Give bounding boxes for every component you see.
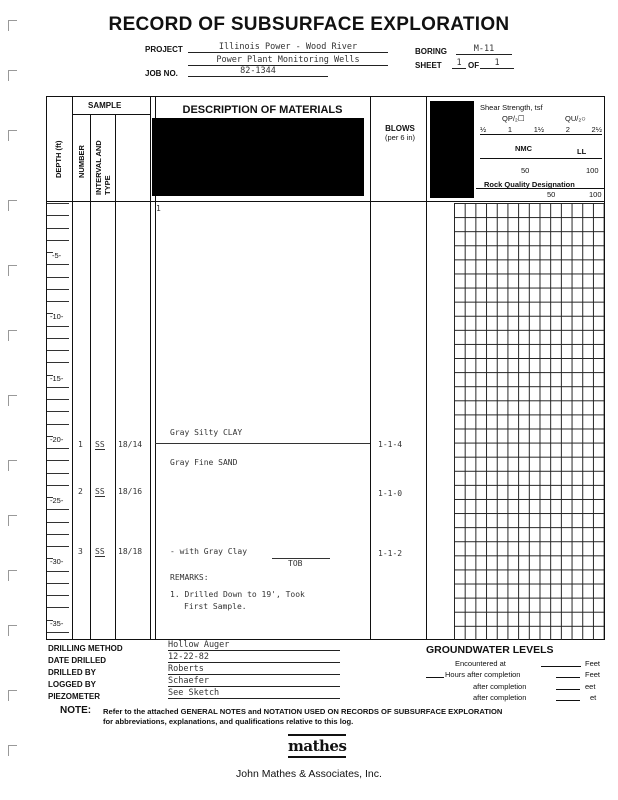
- depth-tick: [47, 338, 69, 339]
- depth-tick: [47, 448, 69, 449]
- depth-tick: [47, 607, 69, 608]
- gw-blank: [556, 677, 580, 678]
- col-divider: [90, 114, 91, 640]
- col-divider: [370, 96, 371, 640]
- depth-tick: [47, 215, 69, 216]
- depth-tick: [47, 595, 69, 596]
- depth-tick: [47, 571, 69, 572]
- sample-type: SS: [95, 440, 105, 449]
- depth-label-10: -10-: [50, 312, 64, 321]
- depth-tick: [47, 424, 69, 425]
- depth-tick: [47, 350, 69, 351]
- depth-label-15: -15-: [50, 374, 64, 383]
- shear-tick: 1: [507, 125, 513, 134]
- date-drilled-label: DATE DRILLED: [48, 656, 107, 665]
- gw-blank: [556, 689, 580, 690]
- shear-tick: 2½: [591, 125, 602, 134]
- drilled-by-value: Roberts: [168, 664, 340, 675]
- rqd-tick: 100: [589, 190, 602, 199]
- depth-tick: [47, 546, 69, 547]
- sample-recovery: 18/14: [118, 440, 143, 449]
- gw-feet: et: [590, 693, 597, 702]
- sample-header: SAMPLE: [88, 101, 122, 110]
- project-line1: Illinois Power - Wood River: [188, 42, 388, 53]
- note-label: NOTE:: [60, 705, 92, 716]
- gw-feet: Feet: [585, 670, 601, 679]
- gw-feet: eet: [585, 682, 596, 691]
- company-logo: mathes: [288, 734, 346, 758]
- col-divider: [426, 96, 427, 640]
- gw-encountered-label: Encountered at: [455, 659, 506, 668]
- gw-blank: [541, 666, 581, 667]
- job-number: 82-1344: [188, 66, 328, 77]
- project-label: PROJECT: [145, 45, 183, 54]
- job-label: JOB NO.: [145, 69, 178, 78]
- piezometer-label: PIEZOMETER: [48, 692, 101, 701]
- gw-after-label: after completion: [473, 682, 527, 691]
- sample-blows: 1-1-2: [378, 549, 403, 558]
- nmc-tick: 50: [521, 166, 530, 175]
- sample-recovery: 18/18: [118, 547, 143, 556]
- depth-label-25: -25-: [50, 496, 64, 505]
- drilling-method-value: Hollow Auger: [168, 640, 340, 651]
- date-drilled-value: 12-22-82: [168, 652, 340, 663]
- gw-feet: Feet: [585, 659, 601, 668]
- gw-blank: [426, 677, 444, 678]
- depth-tick: [47, 289, 69, 290]
- depth-tick: [47, 583, 69, 584]
- depth-tick: [47, 362, 69, 363]
- depth-tick: [47, 399, 69, 400]
- depth-tick: [47, 387, 69, 388]
- blows-subheader: (per 6 in): [384, 133, 415, 142]
- sample-type: SS: [95, 547, 105, 556]
- depth-tick: [47, 264, 69, 265]
- logged-by-label: LOGGED BY: [48, 680, 97, 689]
- redacted-block: [152, 118, 364, 196]
- sample-number: 1: [78, 440, 83, 449]
- depth-tick: [47, 240, 69, 241]
- shear-strength-label: Shear Strength, tsf: [480, 103, 543, 112]
- qu-label: QU/₂○: [565, 114, 586, 123]
- depth-label-20: -20-: [50, 435, 64, 444]
- row-marker: 1: [156, 204, 161, 213]
- of-label: OF: [468, 61, 480, 70]
- description-header: DESCRIPTION OF MATERIALS: [182, 104, 343, 116]
- depth-header: DEPTH (ft): [54, 140, 63, 178]
- depth-tick: [47, 411, 69, 412]
- strength-grid: [454, 203, 604, 640]
- shear-tick: 2: [565, 125, 570, 134]
- project-line2: Power Plant Monitoring Wells: [188, 55, 388, 66]
- depth-label-35: -35-: [50, 619, 64, 628]
- col-divider: [115, 114, 116, 640]
- sample-type: SS: [95, 487, 105, 496]
- rqd-tick: 50: [547, 190, 556, 199]
- depth-tick: [47, 522, 69, 523]
- depth-tick: [47, 228, 69, 229]
- row-divider: [72, 114, 150, 115]
- redacted-block: [430, 101, 474, 198]
- sample-blows: 1-1-4: [378, 440, 403, 449]
- depth-label-30: -30-: [50, 557, 64, 566]
- ll-label: LL: [577, 147, 587, 156]
- shear-tick: 1½: [533, 125, 545, 134]
- margin-marks: [8, 0, 20, 800]
- sample-number: 3: [78, 547, 83, 556]
- blows-header: BLOWS: [385, 124, 415, 133]
- boring-number: M-11: [456, 44, 512, 55]
- qp-label: QP/₂☐: [502, 114, 525, 123]
- header-divider: [46, 201, 605, 202]
- logged-by-value: Schaefer: [168, 676, 340, 687]
- depth-tick: [47, 460, 69, 461]
- depth-tick: [47, 326, 69, 327]
- sample-recovery: 18/16: [118, 487, 143, 496]
- depth-tick: [47, 534, 69, 535]
- stratum-line: [155, 443, 370, 444]
- rqd-label: Rock Quality Designation: [484, 180, 575, 189]
- interval-header: INTERVAL AND TYPE: [94, 140, 112, 195]
- depth-tick: [47, 509, 69, 510]
- remarks-label: REMARKS:: [170, 573, 209, 582]
- bottom-of-boring: TOB: [288, 559, 303, 568]
- col-divider: [72, 96, 73, 640]
- col-divider: [150, 96, 151, 640]
- nmc-scale-line: [480, 158, 602, 159]
- number-header: NUMBER: [77, 145, 86, 178]
- drilling-method-label: DRILLING METHOD: [48, 644, 123, 653]
- depth-tick: [47, 485, 69, 486]
- note-text: for abbreviations, explanations, and qualifications relative to this log.: [103, 717, 354, 726]
- sample-number: 2: [78, 487, 83, 496]
- note-text: Refer to the attached GENERAL NOTES and NOTATION USED ON RECORDS OF SUBSURFACE EXPLORATION: [103, 707, 503, 716]
- material-description: Gray Fine SAND: [170, 458, 238, 467]
- material-description: - with Gray Clay: [170, 547, 248, 556]
- nmc-label: NMC: [515, 144, 533, 153]
- nmc-tick: 100: [586, 166, 599, 175]
- sheet-total: 1: [480, 58, 514, 69]
- groundwater-title: GROUNDWATER LEVELS: [426, 644, 554, 656]
- page-title: RECORD OF SUBSURFACE EXPLORATION: [108, 14, 510, 35]
- rqd-scale-line: [476, 188, 604, 189]
- depth-tick: [47, 473, 69, 474]
- depth-label-5: -5-: [52, 251, 62, 260]
- shear-tick: ½: [480, 125, 487, 134]
- shear-scale: [480, 125, 602, 135]
- remark-line: 1. Drilled Down to 19', Took: [170, 590, 305, 599]
- sheet-number: 1: [452, 58, 466, 69]
- depth-tick: [47, 632, 69, 633]
- remark-line: First Sample.: [184, 602, 247, 611]
- piezometer-value: See Sketch: [168, 688, 340, 699]
- depth-tick: [47, 301, 69, 302]
- drilled-by-label: DRILLED BY: [48, 668, 96, 677]
- gw-hours-label: Hours after completion: [445, 670, 521, 679]
- boring-label: BORING: [415, 47, 447, 56]
- depth-tick: [47, 203, 69, 204]
- gw-blank: [556, 700, 580, 701]
- sheet-label: SHEET: [415, 61, 442, 70]
- company-name: John Mathes & Associates, Inc.: [236, 768, 382, 780]
- sample-blows: 1-1-0: [378, 489, 403, 498]
- gw-after-label: after completion: [473, 693, 527, 702]
- material-description: Gray Silty CLAY: [170, 428, 243, 437]
- depth-tick: [47, 277, 69, 278]
